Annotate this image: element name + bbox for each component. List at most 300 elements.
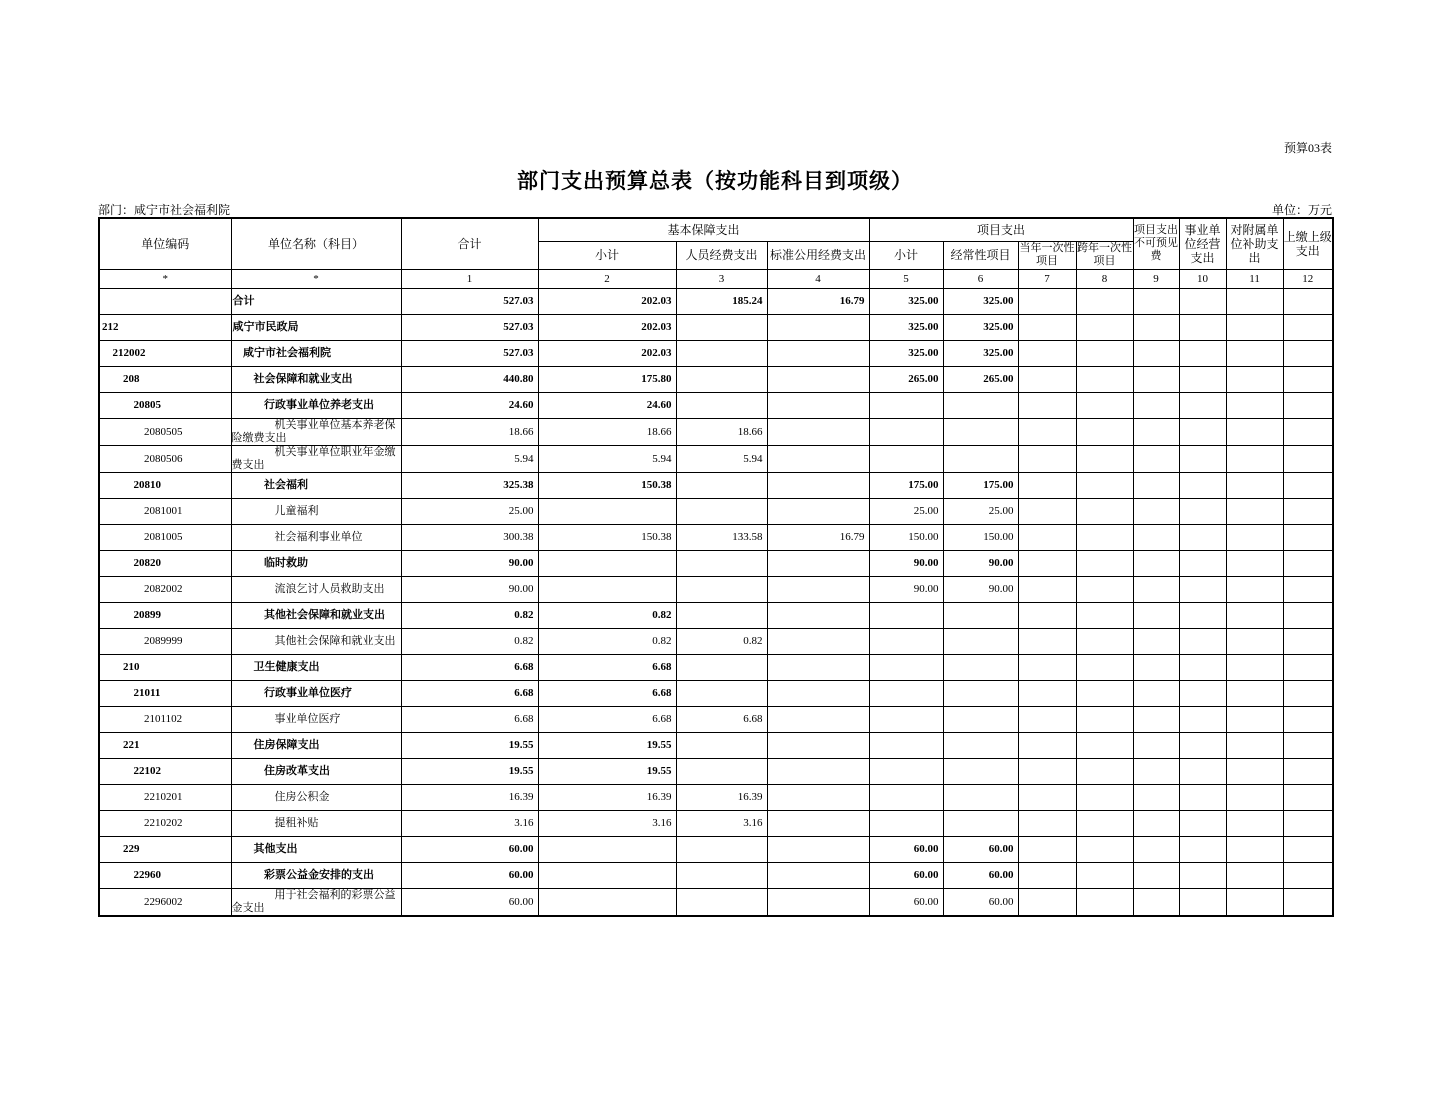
value-cell-col12: [1283, 654, 1333, 680]
value-cell-col7: [1018, 888, 1076, 916]
value-cell-col3: 185.24: [676, 288, 767, 314]
value-cell-col8: [1076, 628, 1133, 654]
value-cell-col3: [676, 392, 767, 418]
value-cell-col8: [1076, 576, 1133, 602]
value-cell-col1: 18.66: [401, 418, 538, 445]
value-cell-col5: 175.00: [869, 472, 943, 498]
value-cell-col4: [767, 550, 869, 576]
value-cell-col6: 25.00: [943, 498, 1018, 524]
value-cell-col12: [1283, 784, 1333, 810]
value-cell-col4: [767, 732, 869, 758]
value-cell-col10: [1179, 784, 1226, 810]
table-body: [99, 288, 1333, 916]
value-cell-col10: [1179, 445, 1226, 472]
value-cell-col2: [538, 862, 676, 888]
value-cell-col4: [767, 758, 869, 784]
value-cell-col7: [1018, 418, 1076, 445]
value-cell-col8: [1076, 445, 1133, 472]
value-cell-col4: [767, 888, 869, 916]
value-cell-col5: [869, 810, 943, 836]
table-row: [99, 654, 1333, 680]
value-cell-col5: [869, 784, 943, 810]
col-header-unit-code: 单位编码: [99, 218, 231, 269]
value-cell-col4: [767, 654, 869, 680]
value-cell-col6: 90.00: [943, 550, 1018, 576]
value-cell-col1: 60.00: [401, 836, 538, 862]
value-cell-col1: 25.00: [401, 498, 538, 524]
value-cell-col7: [1018, 576, 1076, 602]
table-row: [99, 732, 1333, 758]
value-cell-col1: 19.55: [401, 732, 538, 758]
value-cell-col4: [767, 784, 869, 810]
value-cell-col4: 16.79: [767, 288, 869, 314]
value-cell-col7: [1018, 314, 1076, 340]
value-cell-col8: [1076, 836, 1133, 862]
value-cell-col1: 3.16: [401, 810, 538, 836]
value-cell-col10: [1179, 628, 1226, 654]
value-cell-col6: [943, 758, 1018, 784]
value-cell-col3: [676, 654, 767, 680]
value-cell-col5: 60.00: [869, 862, 943, 888]
value-cell-col3: 3.16: [676, 810, 767, 836]
value-cell-col9: [1133, 498, 1179, 524]
value-cell-col1: 527.03: [401, 288, 538, 314]
index-cell: *: [231, 269, 401, 288]
value-cell-col3: [676, 366, 767, 392]
col-header-standard-public-expense: 标准公用经费支出: [767, 241, 869, 269]
value-cell-col5: 265.00: [869, 366, 943, 392]
value-cell-col5: [869, 418, 943, 445]
value-cell-col9: [1133, 732, 1179, 758]
value-cell-col6: [943, 706, 1018, 732]
value-cell-col12: [1283, 602, 1333, 628]
value-cell-col12: [1283, 758, 1333, 784]
value-cell-col7: [1018, 628, 1076, 654]
unit-code-cell: 20899: [99, 602, 231, 628]
value-cell-col4: [767, 418, 869, 445]
value-cell-col12: [1283, 576, 1333, 602]
table-row: [99, 576, 1333, 602]
table-row: [99, 836, 1333, 862]
value-cell-col9: [1133, 628, 1179, 654]
value-cell-col4: 16.79: [767, 524, 869, 550]
unit-code-cell: 22102: [99, 758, 231, 784]
table-row: [99, 445, 1333, 472]
value-cell-col12: [1283, 550, 1333, 576]
value-cell-col8: [1076, 472, 1133, 498]
value-cell-col10: [1179, 758, 1226, 784]
value-cell-col1: 90.00: [401, 576, 538, 602]
value-cell-col9: [1133, 654, 1179, 680]
value-cell-col6: [943, 810, 1018, 836]
value-cell-col3: [676, 862, 767, 888]
value-cell-col4: [767, 680, 869, 706]
table-row: [99, 288, 1333, 314]
value-cell-col5: 90.00: [869, 576, 943, 602]
unit-code-cell: 2089999: [99, 628, 231, 654]
value-cell-col11: [1226, 602, 1283, 628]
index-cell: 2: [538, 269, 676, 288]
value-cell-col11: [1226, 392, 1283, 418]
index-cell: 10: [1179, 269, 1226, 288]
value-cell-col11: [1226, 366, 1283, 392]
value-cell-col9: [1133, 784, 1179, 810]
unit-code-cell: 229: [99, 836, 231, 862]
value-cell-col11: [1226, 888, 1283, 916]
value-cell-col7: [1018, 472, 1076, 498]
value-cell-col12: [1283, 732, 1333, 758]
value-cell-col9: [1133, 340, 1179, 366]
value-cell-col6: [943, 418, 1018, 445]
col-header-remit-to-superior: 上缴上级支出: [1283, 218, 1333, 269]
value-cell-col5: 60.00: [869, 888, 943, 916]
value-cell-col5: 90.00: [869, 550, 943, 576]
value-cell-col5: 325.00: [869, 288, 943, 314]
value-cell-col3: 0.82: [676, 628, 767, 654]
value-cell-col7: [1018, 732, 1076, 758]
index-cell: 6: [943, 269, 1018, 288]
value-cell-col9: [1133, 418, 1179, 445]
value-cell-col5: 150.00: [869, 524, 943, 550]
unit-name-cell: 住房公积金: [231, 784, 401, 810]
value-cell-col10: [1179, 392, 1226, 418]
value-cell-col10: [1179, 680, 1226, 706]
value-cell-col11: [1226, 758, 1283, 784]
table-row: [99, 498, 1333, 524]
value-cell-col8: [1076, 314, 1133, 340]
unit-code-cell: 212: [99, 314, 231, 340]
table-row: [99, 550, 1333, 576]
value-cell-col1: 0.82: [401, 602, 538, 628]
value-cell-col1: 90.00: [401, 550, 538, 576]
unit-code-cell: 2081001: [99, 498, 231, 524]
unit-name-cell: 机关事业单位基本养老保险缴费支出: [231, 418, 401, 445]
page-title: 部门支出预算总表（按功能科目到项级）: [517, 169, 913, 193]
column-index-row: [99, 269, 1333, 288]
value-cell-col9: [1133, 836, 1179, 862]
unit-name-cell: 流浪乞讨人员救助支出: [231, 576, 401, 602]
value-cell-col3: 18.66: [676, 418, 767, 445]
value-cell-col12: [1283, 706, 1333, 732]
value-cell-col5: [869, 706, 943, 732]
value-cell-col6: 60.00: [943, 888, 1018, 916]
value-cell-col2: 0.82: [538, 602, 676, 628]
value-cell-col10: [1179, 340, 1226, 366]
unit-name-cell: 社会福利: [231, 472, 401, 498]
table-row: [99, 758, 1333, 784]
value-cell-col8: [1076, 602, 1133, 628]
unit-code-cell: 20805: [99, 392, 231, 418]
value-cell-col11: [1226, 836, 1283, 862]
value-cell-col11: [1226, 732, 1283, 758]
value-cell-col4: [767, 340, 869, 366]
value-cell-col6: [943, 445, 1018, 472]
value-cell-col8: [1076, 524, 1133, 550]
value-cell-col11: [1226, 680, 1283, 706]
col-group-basic-expenditure: 基本保障支出: [538, 218, 869, 241]
value-cell-col10: [1179, 576, 1226, 602]
value-cell-col7: [1018, 680, 1076, 706]
value-cell-col9: [1133, 680, 1179, 706]
unit-name-cell: 机关事业单位职业年金缴费支出: [231, 445, 401, 472]
value-cell-col8: [1076, 784, 1133, 810]
table-row: [99, 810, 1333, 836]
value-cell-col1: 440.80: [401, 366, 538, 392]
value-cell-col1: 6.68: [401, 654, 538, 680]
value-cell-col3: [676, 680, 767, 706]
value-cell-col10: [1179, 498, 1226, 524]
col-group-project-expenditure: 项目支出: [869, 218, 1133, 241]
unit-code-cell: 22960: [99, 862, 231, 888]
value-cell-col4: [767, 392, 869, 418]
col-header-unforeseen-fee: 项目支出不可预见费: [1133, 218, 1179, 269]
value-cell-col8: [1076, 810, 1133, 836]
unit-name-cell: 咸宁市社会福利院: [231, 340, 401, 366]
table-row: [99, 784, 1333, 810]
value-cell-col7: [1018, 288, 1076, 314]
value-cell-col10: [1179, 888, 1226, 916]
value-cell-col8: [1076, 706, 1133, 732]
value-cell-col11: [1226, 445, 1283, 472]
value-cell-col12: [1283, 680, 1333, 706]
unit-of-measure-label: 单位：万元: [1271, 203, 1332, 217]
value-cell-col7: [1018, 862, 1076, 888]
value-cell-col3: [676, 732, 767, 758]
table-row: [99, 888, 1333, 916]
value-cell-col11: [1226, 706, 1283, 732]
value-cell-col11: [1226, 550, 1283, 576]
value-cell-col2: 202.03: [538, 288, 676, 314]
value-cell-col11: [1226, 784, 1283, 810]
value-cell-col9: [1133, 392, 1179, 418]
value-cell-col7: [1018, 445, 1076, 472]
value-cell-col2: [538, 576, 676, 602]
value-cell-col4: [767, 836, 869, 862]
value-cell-col4: [767, 706, 869, 732]
value-cell-col7: [1018, 366, 1076, 392]
unit-name-cell: 住房改革支出: [231, 758, 401, 784]
value-cell-col2: [538, 836, 676, 862]
value-cell-col6: 60.00: [943, 836, 1018, 862]
value-cell-col1: 16.39: [401, 784, 538, 810]
value-cell-col3: [676, 576, 767, 602]
value-cell-col2: 19.55: [538, 732, 676, 758]
index-cell: 9: [1133, 269, 1179, 288]
value-cell-col6: [943, 602, 1018, 628]
unit-code-cell: 2210201: [99, 784, 231, 810]
value-cell-col12: [1283, 472, 1333, 498]
value-cell-col6: 60.00: [943, 862, 1018, 888]
value-cell-col3: 5.94: [676, 445, 767, 472]
value-cell-col3: 16.39: [676, 784, 767, 810]
value-cell-col12: [1283, 288, 1333, 314]
value-cell-col3: 133.58: [676, 524, 767, 550]
value-cell-col5: [869, 628, 943, 654]
value-cell-col6: 325.00: [943, 340, 1018, 366]
value-cell-col4: [767, 314, 869, 340]
value-cell-col12: [1283, 836, 1333, 862]
value-cell-col8: [1076, 732, 1133, 758]
form-number-label: 预算03表: [1283, 141, 1332, 155]
table-row: [99, 392, 1333, 418]
value-cell-col7: [1018, 810, 1076, 836]
value-cell-col11: [1226, 418, 1283, 445]
unit-code-cell: 20820: [99, 550, 231, 576]
value-cell-col3: [676, 888, 767, 916]
value-cell-col1: 527.03: [401, 340, 538, 366]
value-cell-col9: [1133, 706, 1179, 732]
value-cell-col6: [943, 654, 1018, 680]
unit-name-cell: 住房保障支出: [231, 732, 401, 758]
index-cell: 5: [869, 269, 943, 288]
value-cell-col2: 0.82: [538, 628, 676, 654]
value-cell-col12: [1283, 888, 1333, 916]
value-cell-col6: [943, 784, 1018, 810]
index-cell: 3: [676, 269, 767, 288]
value-cell-col4: [767, 628, 869, 654]
value-cell-col2: 6.68: [538, 654, 676, 680]
value-cell-col6: 265.00: [943, 366, 1018, 392]
value-cell-col11: [1226, 314, 1283, 340]
value-cell-col9: [1133, 550, 1179, 576]
value-cell-col9: [1133, 758, 1179, 784]
value-cell-col10: [1179, 524, 1226, 550]
value-cell-col12: [1283, 498, 1333, 524]
value-cell-col3: [676, 758, 767, 784]
value-cell-col9: [1133, 810, 1179, 836]
value-cell-col10: [1179, 550, 1226, 576]
value-cell-col2: 202.03: [538, 340, 676, 366]
value-cell-col6: [943, 680, 1018, 706]
unit-name-cell: 卫生健康支出: [231, 654, 401, 680]
value-cell-col7: [1018, 550, 1076, 576]
value-cell-col9: [1133, 314, 1179, 340]
value-cell-col9: [1133, 524, 1179, 550]
value-cell-col1: 300.38: [401, 524, 538, 550]
value-cell-col10: [1179, 472, 1226, 498]
unit-code-cell: 2210202: [99, 810, 231, 836]
meta-line: [98, 201, 1332, 218]
value-cell-col12: [1283, 392, 1333, 418]
value-cell-col2: 150.38: [538, 472, 676, 498]
value-cell-col4: [767, 810, 869, 836]
value-cell-col11: [1226, 628, 1283, 654]
value-cell-col11: [1226, 654, 1283, 680]
value-cell-col3: [676, 602, 767, 628]
index-cell: *: [99, 269, 231, 288]
value-cell-col6: 325.00: [943, 288, 1018, 314]
unit-code-cell: 2296002: [99, 888, 231, 916]
value-cell-col12: [1283, 628, 1333, 654]
col-header-operating-expenditure: 事业单位经营支出: [1179, 218, 1226, 269]
unit-name-cell: 用于社会福利的彩票公益金支出: [231, 888, 401, 916]
value-cell-col10: [1179, 654, 1226, 680]
unit-code-cell: 2082002: [99, 576, 231, 602]
unit-name-cell: 社会保障和就业支出: [231, 366, 401, 392]
value-cell-col7: [1018, 392, 1076, 418]
value-cell-col6: [943, 392, 1018, 418]
value-cell-col3: [676, 498, 767, 524]
value-cell-col5: 325.00: [869, 314, 943, 340]
table-header: [99, 218, 1333, 288]
col-header-unit-name: 单位名称（科目）: [231, 218, 401, 269]
value-cell-col9: [1133, 445, 1179, 472]
value-cell-col12: [1283, 418, 1333, 445]
value-cell-col9: [1133, 576, 1179, 602]
value-cell-col1: 6.68: [401, 706, 538, 732]
unit-name-cell: 咸宁市民政局: [231, 314, 401, 340]
index-cell: 7: [1018, 269, 1076, 288]
unit-name-cell: 行政事业单位医疗: [231, 680, 401, 706]
value-cell-col3: [676, 550, 767, 576]
value-cell-col8: [1076, 366, 1133, 392]
value-cell-col10: [1179, 732, 1226, 758]
value-cell-col2: 202.03: [538, 314, 676, 340]
value-cell-col2: [538, 550, 676, 576]
value-cell-col11: [1226, 862, 1283, 888]
table-row: [99, 706, 1333, 732]
value-cell-col10: [1179, 602, 1226, 628]
value-cell-col2: 18.66: [538, 418, 676, 445]
value-cell-col1: 6.68: [401, 680, 538, 706]
unit-name-cell: 合计: [231, 288, 401, 314]
value-cell-col5: [869, 732, 943, 758]
value-cell-col9: [1133, 472, 1179, 498]
value-cell-col8: [1076, 550, 1133, 576]
unit-code-cell: 212002: [99, 340, 231, 366]
value-cell-col11: [1226, 524, 1283, 550]
value-cell-col5: [869, 445, 943, 472]
value-cell-col6: 325.00: [943, 314, 1018, 340]
value-cell-col8: [1076, 862, 1133, 888]
col-header-project-subtotal: 小计: [869, 241, 943, 269]
value-cell-col10: [1179, 366, 1226, 392]
table-row: [99, 602, 1333, 628]
value-cell-col10: [1179, 706, 1226, 732]
value-cell-col6: 90.00: [943, 576, 1018, 602]
col-header-personnel-expense: 人员经费支出: [676, 241, 767, 269]
value-cell-col12: [1283, 862, 1333, 888]
index-cell: 8: [1076, 269, 1133, 288]
value-cell-col1: 60.00: [401, 888, 538, 916]
value-cell-col5: [869, 680, 943, 706]
value-cell-col12: [1283, 340, 1333, 366]
value-cell-col6: [943, 732, 1018, 758]
value-cell-col9: [1133, 288, 1179, 314]
value-cell-col10: [1179, 836, 1226, 862]
col-header-basic-subtotal: 小计: [538, 241, 676, 269]
value-cell-col9: [1133, 888, 1179, 916]
unit-name-cell: 其他社会保障和就业支出: [231, 628, 401, 654]
value-cell-col4: [767, 445, 869, 472]
col-header-subsidy-to-affiliates: 对附属单位补助支出: [1226, 218, 1283, 269]
value-cell-col5: 60.00: [869, 836, 943, 862]
unit-code-cell: 20810: [99, 472, 231, 498]
col-header-recurring-project: 经常性项目: [943, 241, 1018, 269]
value-cell-col8: [1076, 340, 1133, 366]
unit-name-cell: 社会福利事业单位: [231, 524, 401, 550]
unit-name-cell: 提租补贴: [231, 810, 401, 836]
value-cell-col4: [767, 576, 869, 602]
value-cell-col8: [1076, 418, 1133, 445]
value-cell-col7: [1018, 758, 1076, 784]
value-cell-col6: [943, 628, 1018, 654]
value-cell-col3: [676, 340, 767, 366]
unit-code-cell: 208: [99, 366, 231, 392]
value-cell-col9: [1133, 602, 1179, 628]
value-cell-col4: [767, 498, 869, 524]
value-cell-col11: [1226, 498, 1283, 524]
